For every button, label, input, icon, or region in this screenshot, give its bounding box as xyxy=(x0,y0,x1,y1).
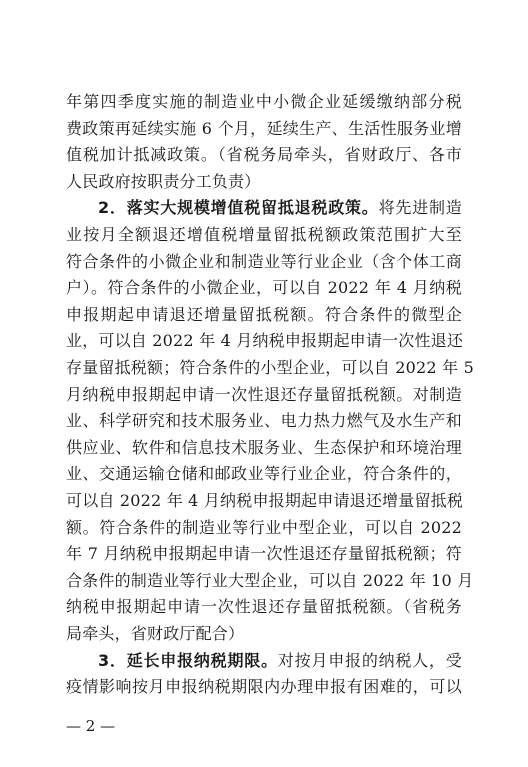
paragraph-line: 业，可以自 2022 年 4 月纳税申报期起申请一次性退还 xyxy=(66,331,464,351)
paragraph-line: 费政策再延续实施 6 个月，延续生产、生活性服务业增 xyxy=(66,118,462,138)
paragraph-line: 额。符合条件的制造业等行业中型企业，可以自 2022 xyxy=(66,517,462,537)
paragraph-line: 合条件的制造业等行业大型企业，可以自 2022 年 10 月 xyxy=(66,570,474,590)
paragraph-line: 户）。符合条件的小微企业，可以自 2022 年 4 月纳税 xyxy=(66,278,462,298)
section-3-heading: 3．延长申报纳税期限。 xyxy=(98,650,278,670)
paragraph-line: 存量留抵税额；符合条件的小型企业，可以自 2022 年 5 xyxy=(66,358,474,377)
page-number: — 2 — xyxy=(66,717,116,735)
paragraph-line: 可以自 2022 年 4 月纳税申报期起申请退还增量留抵税 xyxy=(66,491,464,510)
paragraph-line: 业、交通运输仓储和邮政业等行业企业，符合条件的， xyxy=(66,464,462,484)
paragraph-line: 业按月全额退还增值税增量留抵税额政策范围扩大至 xyxy=(66,225,462,244)
paragraph-line: 年 7 月纳税申报期起申请一次性退还存量留抵税额；符 xyxy=(66,544,462,564)
section-2-first-line xyxy=(98,195,462,222)
section-3-first-line-text: 对按月申报的纳税人，受 xyxy=(277,650,462,670)
section-3-first-line xyxy=(98,648,462,675)
section-2-heading: 2．落实大规模增值税留抵退税政策。 xyxy=(98,198,379,218)
paragraph-line: 月纳税申报期起申请一次性退还存量留抵税额。对制造 xyxy=(66,384,462,404)
paragraph-line: 疫情影响按月申报纳税期限内办理申报有困难的，可以 xyxy=(66,677,462,697)
paragraph-line: 局牵头，省财政厅配合） xyxy=(66,624,245,643)
paragraph-line: 业、科学研究和技术服务业、电力热力燃气及水生产和 xyxy=(66,411,462,431)
paragraph-line: 纳税申报期起申请一次性退还存量留抵税额。（省税务 xyxy=(66,597,462,617)
paragraph-line: 年第四季度实施的制造业中小微企业延缓缴纳部分税 xyxy=(66,92,462,111)
paragraph-line: 申报期起申请退还增量留抵税额。符合条件的微型企 xyxy=(66,304,462,324)
paragraph-line: 符合条件的小微企业和制造业等行业企业（含个体工商 xyxy=(66,251,462,271)
section-2-first-line-text: 将先进制造 xyxy=(378,198,462,218)
paragraph-line: 人民政府按职责分工负责） xyxy=(66,171,261,191)
paragraph-line: 值税加计抵减政策。（省税务局牵头，省财政厅、各市 xyxy=(66,145,462,165)
paragraph-line: 供应业、软件和信息技术服务业、生态保护和环境治理 xyxy=(66,437,462,457)
